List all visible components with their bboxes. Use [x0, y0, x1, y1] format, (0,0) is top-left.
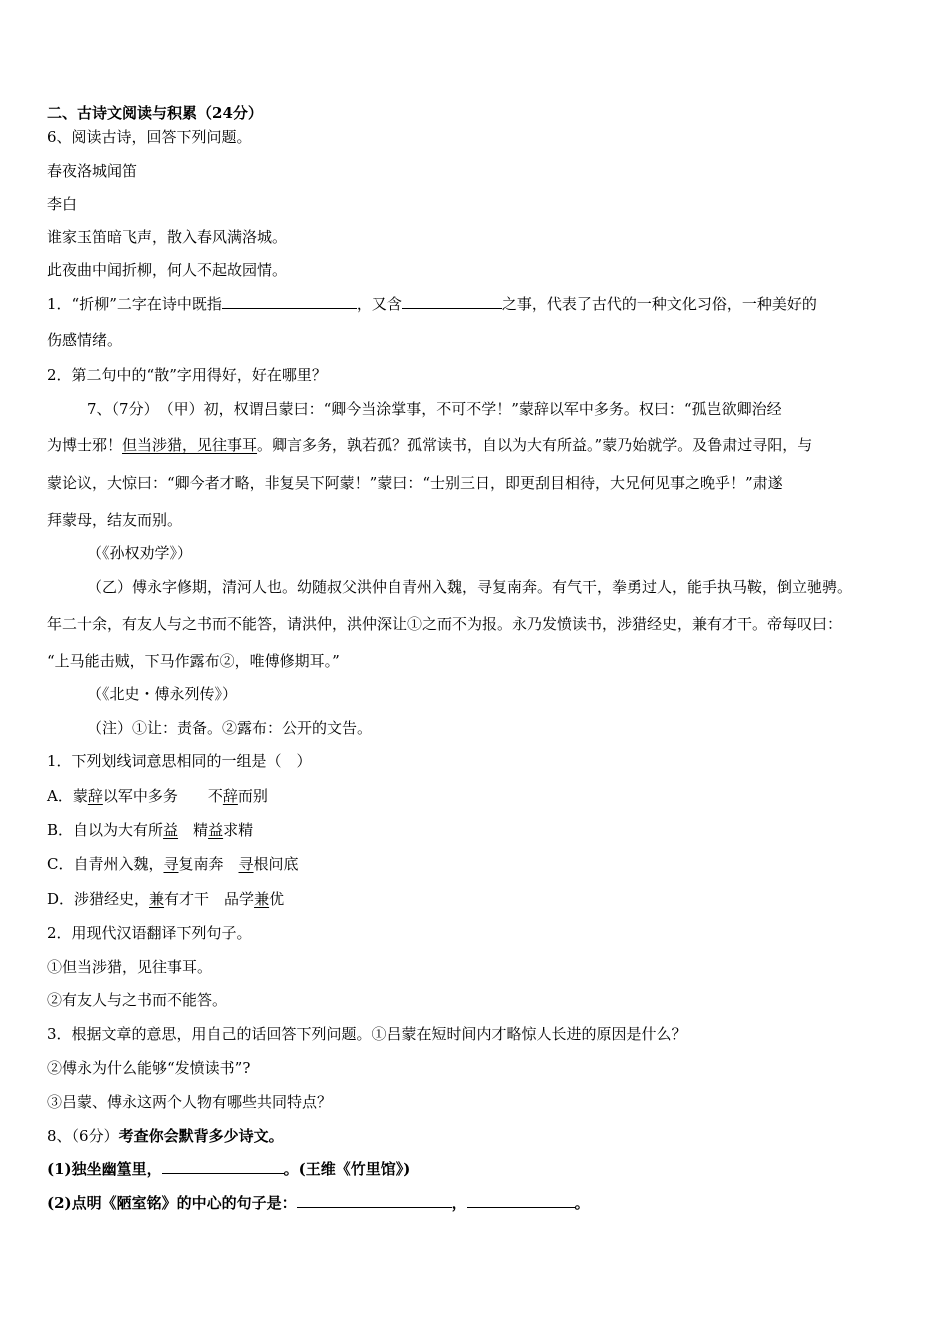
opt-d-word-1: 兼: [149, 890, 165, 908]
poem-author: 李白: [47, 195, 78, 213]
q8-sub1: [47, 1159, 410, 1179]
q7-sub3: 3．根据文章的意思，用自己的话回答下列问题。①吕蒙在短时间内才略惊人长进的原因是什么？: [47, 1025, 687, 1043]
opt-b-mid: 精: [178, 821, 209, 839]
q7-option-c: [47, 854, 299, 874]
opt-c-word-1: 寻: [163, 855, 179, 873]
q7-sub2-i: ①但当涉猎，见往事耳。: [47, 958, 213, 976]
q7-option-d: [47, 889, 284, 909]
q7-jia-line-4: 拜蒙母，结友而别。: [47, 511, 183, 529]
opt-d-pre: D．涉猎经史，: [47, 890, 150, 908]
q8-sub1-text-a: (1)独坐幽篁里，: [47, 1160, 162, 1178]
q6-sub1-text-b: ，又含: [356, 295, 402, 313]
q7-option-a: [47, 786, 268, 806]
answer-blank-2[interactable]: [402, 294, 502, 309]
q7-jia-line-2a: 为博士邪！: [47, 436, 123, 454]
q7-source-1: （《孙权劝学》）: [87, 544, 193, 562]
opt-d-post: 优: [269, 890, 285, 908]
poem-title: 春夜洛城闻笛: [47, 162, 138, 180]
opt-c-word-2: 寻: [238, 855, 254, 873]
poem-line-1: 谁家玉笛暗飞声，散入春风满洛城。: [47, 228, 288, 246]
q6-sub1-text-a: 1．“折柳”二字在诗中既指: [47, 295, 222, 313]
q8-sub2: [47, 1193, 590, 1213]
q7-sub2-ii: ②有友人与之书而不能答。: [47, 991, 228, 1009]
q7-jia-line-3: 蒙论议，大惊曰：“卿今者才略，非复吴下阿蒙！”蒙曰：“士别三日，即更刮目相待，大兄何见事之晚乎！”肃遂: [47, 474, 783, 492]
opt-a-pre: A．蒙: [47, 787, 88, 805]
q7-sub1: 1．下列划线词意思相同的一组是（ ）: [47, 752, 312, 770]
section-title: 二、古诗文阅读与积累（24分）: [47, 104, 263, 122]
poem-line-2: 此夜曲中闻折柳，何人不起故园情。: [47, 261, 288, 279]
answer-blank-1[interactable]: [222, 294, 357, 309]
q7-option-b: [47, 820, 253, 840]
q8-heading: [47, 1126, 284, 1146]
answer-blank-4[interactable]: [297, 1193, 452, 1208]
answer-blank-5[interactable]: [467, 1193, 575, 1208]
q7-yi-line-2: 年二十余，有友人与之书而不能答，请洪仲，洪仲深让①之而不为报。永乃发愤读书，涉猎经史，兼有才干。帝每叹曰：: [47, 615, 843, 633]
opt-b-word-1: 益: [163, 821, 179, 839]
opt-b-word-2: 益: [208, 821, 224, 839]
q6-sub1-text-c: 之事，代表了古代的一种文化习俗，一种美好的: [501, 295, 817, 313]
q7-note: （注）①让：责备。②露布：公开的文告。: [87, 719, 373, 737]
q8-sub1-text-b: 。(王维《竹里馆》): [283, 1160, 411, 1178]
opt-a-post: 而别: [237, 787, 268, 805]
opt-b-pre: B．自以为大有所: [47, 821, 164, 839]
q6-sub2: 2．第二句中的“散”字用得好，好在哪里？: [47, 366, 327, 384]
q8-heading-text: 考查你会默背多少诗文。: [118, 1127, 284, 1145]
q7-jia-line-1: 7、（7分） （甲）初，权谓吕蒙曰：“卿今当涂掌事，不可不学！”蒙辞以军中多务。权曰：“孤岂欲卿治经: [87, 400, 782, 418]
q8-sub2-text-c: 。: [574, 1194, 590, 1212]
q7-yi-line-3: “上马能击贼，下马作露布②，唯傅修期耳。”: [47, 652, 340, 670]
q6-sub1-cont: 伤感情绪。: [47, 331, 123, 349]
opt-b-post: 求精: [223, 821, 254, 839]
opt-c-pre: C．自青州入魏，: [47, 855, 164, 873]
answer-blank-3[interactable]: [162, 1159, 284, 1174]
q7-sub3-ii: ②傅永为什么能够“发愤读书”?: [47, 1059, 251, 1077]
q7-underlined-sentence: 但当涉猎，见往事耳: [122, 436, 258, 454]
opt-a-word-2: 辞: [222, 787, 238, 805]
opt-d-mid: 有才干 品学: [164, 890, 255, 908]
q8-sub2-text-a: (2)点明《陋室铭》的中心的句子是：: [47, 1194, 297, 1212]
opt-a-word-1: 辞: [87, 787, 103, 805]
q6-prompt: 6、阅读古诗，回答下列问题。: [47, 128, 252, 146]
q6-sub1: [47, 294, 817, 314]
opt-d-word-2: 兼: [254, 890, 270, 908]
opt-a-mid: 以军中多务 不: [102, 787, 223, 805]
q8-sub2-text-b: ，: [451, 1194, 467, 1212]
opt-c-post: 根问底: [253, 855, 299, 873]
q7-sub3-iii: ③吕蒙、傅永这两个人物有哪些共同特点？: [47, 1093, 333, 1111]
q7-source-2: （《北史・傅永列传》）: [87, 685, 238, 703]
q7-yi-line-1: （乙）傅永字修期，清河人也。幼随叔父洪仲自青州入魏，寻复南奔。有气干，拳勇过人，能手执马鞍，倒立驰骋。: [87, 578, 853, 596]
q8-heading-num: 8、（6分）: [47, 1127, 119, 1145]
q7-jia-line-2: [47, 435, 812, 455]
opt-c-mid: 复南奔: [178, 855, 239, 873]
q7-jia-line-2b: 。卿言多务，孰若孤？孤常读书，自以为大有所益。”蒙乃始就学。及鲁肃过寻阳，与: [257, 436, 813, 454]
q7-sub2: 2．用现代汉语翻译下列句子。: [47, 924, 252, 942]
